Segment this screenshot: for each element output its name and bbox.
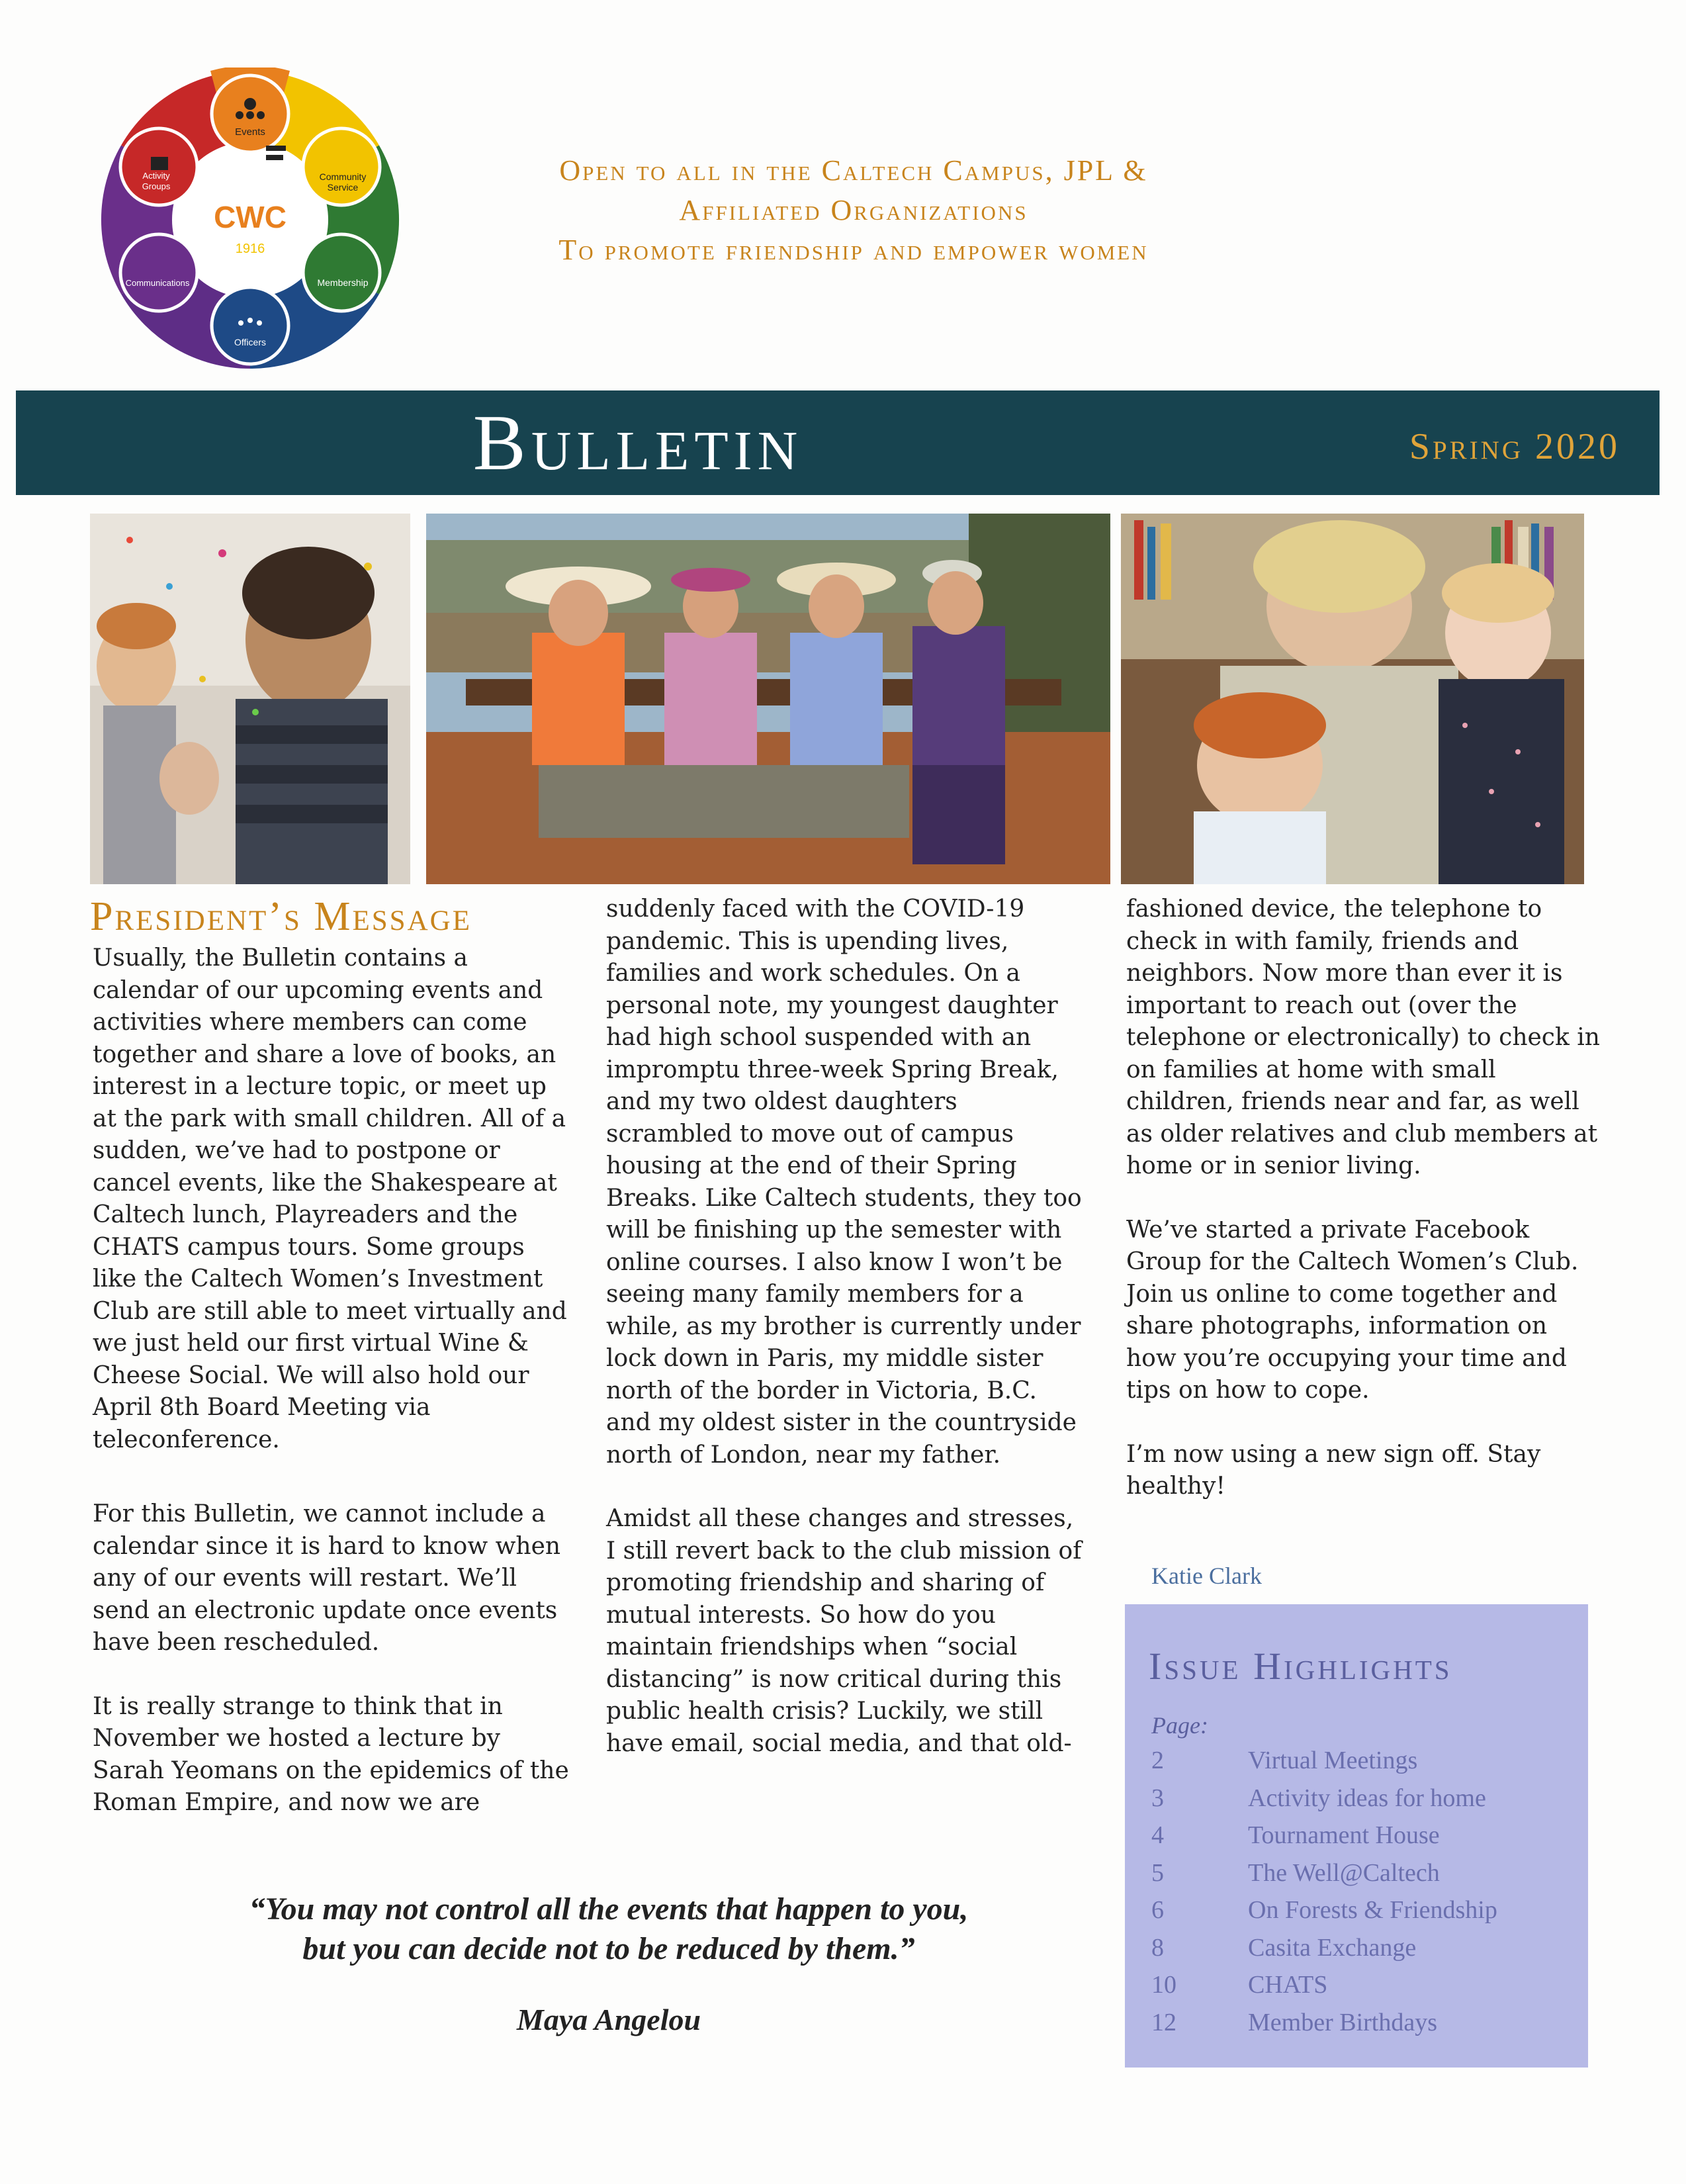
quote-line: but you can decide not to be reduced by them.” [302, 1931, 915, 1966]
text-column-3 [1126, 893, 1603, 1503]
svg-text:Groups: Groups [142, 181, 171, 191]
banner-title: Bulletin [472, 398, 803, 486]
svg-text:Events: Events [235, 126, 265, 138]
svg-text:Service: Service [327, 182, 359, 193]
list-item: 5 The Well@Caltech [1151, 1858, 1440, 1887]
quote [146, 1889, 1072, 1969]
paragraph: It is really strange to think that in November we hosted a lecture by Sarah Yeomans on the epidemics of the Roman Empire, and now we are [93, 1692, 569, 1816]
banner-season: Spring 2020 [1409, 426, 1620, 467]
svg-text:Activity: Activity [142, 171, 170, 181]
tagline-line: Open to all in the Caltech Campus, JPL & [559, 154, 1148, 187]
paragraph: fashioned device, the telephone to check in with family, friends and neighbors. Now more than ever it is important to reach out (over the telephone or electronically) to check in on families at home with small children, friends near and far, as well as older relatives and club members at home or in senior living. [1126, 895, 1600, 1179]
tagline-line: To promote friendship and empower women [558, 234, 1149, 266]
highlights-list [1151, 1742, 1575, 2041]
list-item: 6 On Forests & Friendship [1151, 1896, 1497, 1924]
issue-highlights-box [1125, 1604, 1588, 2068]
svg-text:Membership: Membership [317, 277, 369, 288]
photo-hikers [426, 514, 1110, 884]
list-item: 8 Casita Exchange [1151, 1933, 1417, 1962]
paragraph: suddenly faced with the COVID-19 pandemic. This is upending lives, families and work schedules. On a personal note, my youngest daughter had high school suspended with an impromptu three-week Spring Break, and my two oldest daughters scrambled to move out of campus housing at the end of their Spring Breaks. Like Caltech students, they too will be finishing up the semester with online courses. I also know I won’t be seeing many family members for a while, as my brother is currently under lock down in Paris, my middle sister north of the border in Victoria, B.C. and my oldest sister in the countryside north of London, near my father. [606, 895, 1082, 1469]
list-item: 12 Member Birthdays [1151, 2008, 1438, 2036]
svg-text:1916: 1916 [235, 242, 265, 256]
photo-library-reading [1121, 514, 1584, 884]
paragraph: For this Bulletin, we cannot include a calendar since it is hard to know when any of our events will restart. We’ll send an electronic update once events have been rescheduled. [93, 1500, 561, 1656]
page-label: Page: [1151, 1712, 1208, 1739]
tagline [490, 151, 1218, 270]
svg-text:Communications: Communications [125, 278, 190, 288]
text-column-1 [93, 942, 569, 1819]
cwc-logo [98, 68, 402, 372]
paragraph: I’m now using a new sign off. Stay healthy! [1126, 1440, 1541, 1500]
list-item: 4 Tournament House [1151, 1821, 1440, 1849]
paragraph: Amidst all these changes and stresses, I still revert back to the club mission of promoting friendship and sharing of mutual interests. So how do you maintain friendships when “social distancing” is now critical during this public health crisis? Luckily, we still have email, social media, and that old- [606, 1505, 1082, 1757]
svg-text:Officers: Officers [234, 337, 266, 347]
tagline-line: Affiliated Organizations [679, 194, 1028, 226]
bulletin-banner [16, 390, 1660, 495]
paragraph: We’ve started a private Facebook Group for the Caltech Women’s Club. Join us online to come together and share photographs, information on how you’re occupying your time and tips on how to cope. [1126, 1216, 1579, 1404]
signature: Katie Clark [1151, 1563, 1262, 1589]
logo-wheel [98, 68, 402, 372]
quote-author: Maya Angelou [516, 2003, 701, 2036]
highlights-title: Issue Highlights [1149, 1645, 1452, 1688]
list-item: 10 CHATS [1151, 1971, 1328, 1999]
list-item: 2 Virtual Meetings [1151, 1747, 1418, 1774]
quote-line: “You may not control all the events that happen to you, [249, 1891, 969, 1927]
paragraph: Usually, the Bulletin contains a calendar of our upcoming events and activities where members can come together and share a love of books, an interest in a lecture topic, or meet up at the park with small children. All of a sudden, we’ve had to postpone or cancel events, like the Shakespeare at Caltech lunch, Playreaders and the CHATS campus tours. Some groups like the Caltech Women’s Investment Club are still able to meet virtually and we just held our first virtual Wine & Cheese Social. We will also hold our April 8th Board Meeting via teleconference. [93, 944, 567, 1453]
svg-text:CWC: CWC [214, 200, 287, 234]
list-item: 3 Activity ideas for home [1151, 1784, 1486, 1812]
photo-children-confetti [90, 514, 410, 884]
section-title: President’s Message [90, 894, 472, 939]
text-column-2 [606, 893, 1083, 1760]
svg-text:Community: Community [319, 171, 367, 182]
